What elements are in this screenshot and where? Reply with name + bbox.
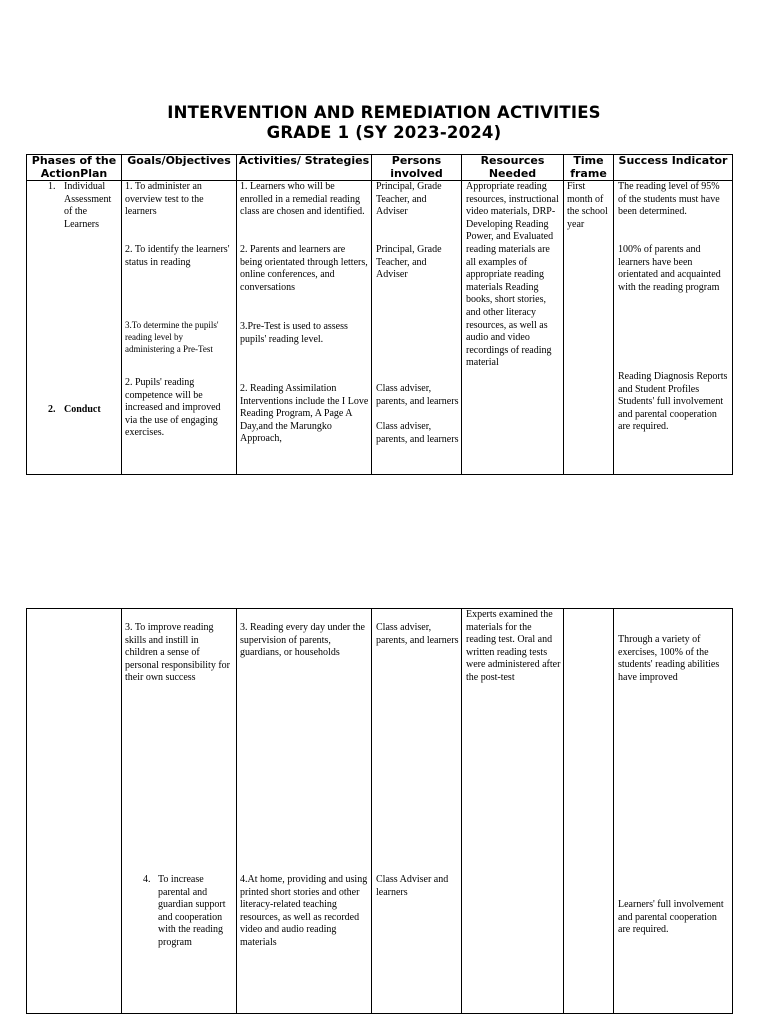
header-goals: Goals/Objectives: [127, 154, 231, 167]
resources-2: Experts examined the materials for the reading test. Oral and written reading tests were administered after the post-test: [466, 609, 561, 683]
activity-1: 1. Learners who will be enrolled in a remedial reading class are chosen and identified.: [240, 181, 365, 218]
success-5: Learners' full involvement and parental cooperation are required.: [618, 899, 724, 936]
success-4: Through a variety of exercises, 100% of the students' reading abilities have improved: [618, 634, 720, 683]
goal-2: 2. To identify the learners' status in reading: [125, 244, 230, 268]
header-success: Success Indicator: [618, 154, 728, 167]
header-resources: Resources Needed: [480, 154, 545, 180]
activity-5: 3. Reading every day under the supervision of parents, guardians, or households: [240, 622, 365, 659]
goal-5: 3. To improve reading skills and instill in children a sense of personal responsibility for their own success: [125, 622, 230, 684]
phase-2-number: 2.: [48, 404, 56, 415]
persons-6: Class Adviser and learners: [376, 874, 449, 898]
goal-3: 3.To determine the pupils' reading level by administering a Pre-Test: [125, 320, 219, 354]
success-2: 100% of parents and learners have been orientated and acquainted with the reading program: [618, 244, 721, 293]
header-timeframe: Time frame: [570, 154, 607, 180]
phase-1: Individual Assessment of the Learners: [64, 181, 112, 230]
document-title: INTERVENTION AND REMEDIATION ACTIVITIES: [167, 103, 601, 122]
persons-2: Principal, Grade Teacher, and Adviser: [376, 244, 442, 281]
success-1: The reading level of 95% of the students must have been determined.: [618, 181, 720, 218]
persons-3: Class adviser, parents, and learners: [376, 383, 459, 407]
activity-3: 3.Pre-Test is used to assess pupils' reading level.: [240, 321, 348, 345]
persons-5: Class adviser, parents, and learners: [376, 622, 459, 646]
goal-6: To increase parental and guardian support and cooperation with the reading program: [158, 874, 226, 948]
goal-1: 1. To administer an overview test to the learners: [125, 181, 204, 218]
goal-6-number: 4.: [143, 874, 151, 885]
document-subtitle: GRADE 1 (SY 2023-2024): [266, 123, 502, 142]
header-activities: Activities/ Strategies: [238, 154, 370, 167]
phase-1-number: 1.: [48, 181, 56, 192]
persons-4: Class adviser, parents, and learners: [376, 421, 459, 445]
success-3: Reading Diagnosis Reports and Student Profiles Students' full involvement and parental cooperation are required.: [618, 371, 728, 433]
goal-4: 2. Pupils' reading competence will be increased and improved via the use of engaging exercises.: [125, 377, 221, 439]
header-persons: Persons involved: [390, 154, 443, 180]
persons-1: Principal, Grade Teacher, and Adviser: [376, 181, 442, 218]
resources-1: Appropriate reading resources, instructional video materials, DRP- Developing Reading Power, and Evaluated reading materials are all examples of appropriate reading materials Reading books, short stories, and other literacy resources, as well as audio and video recordings of reading material: [466, 181, 559, 369]
phase-2: Conduct: [64, 404, 101, 415]
header-phases: Phases of the ActionPlan: [31, 154, 117, 180]
activity-2: 2. Parents and learners are being orientated through letters, online conferences, and conversations: [240, 244, 368, 293]
activity-4: 2. Reading Assimilation Interventions include the I Love Reading Program, A Page A Day,and the Marungko Approach,: [240, 383, 369, 445]
activity-6: 4.At home, providing and using printed short stories and other literacy-related teaching resources, as well as recorded video and audio reading materials: [240, 874, 368, 948]
timeframe-1: First month of the school year: [567, 181, 608, 230]
